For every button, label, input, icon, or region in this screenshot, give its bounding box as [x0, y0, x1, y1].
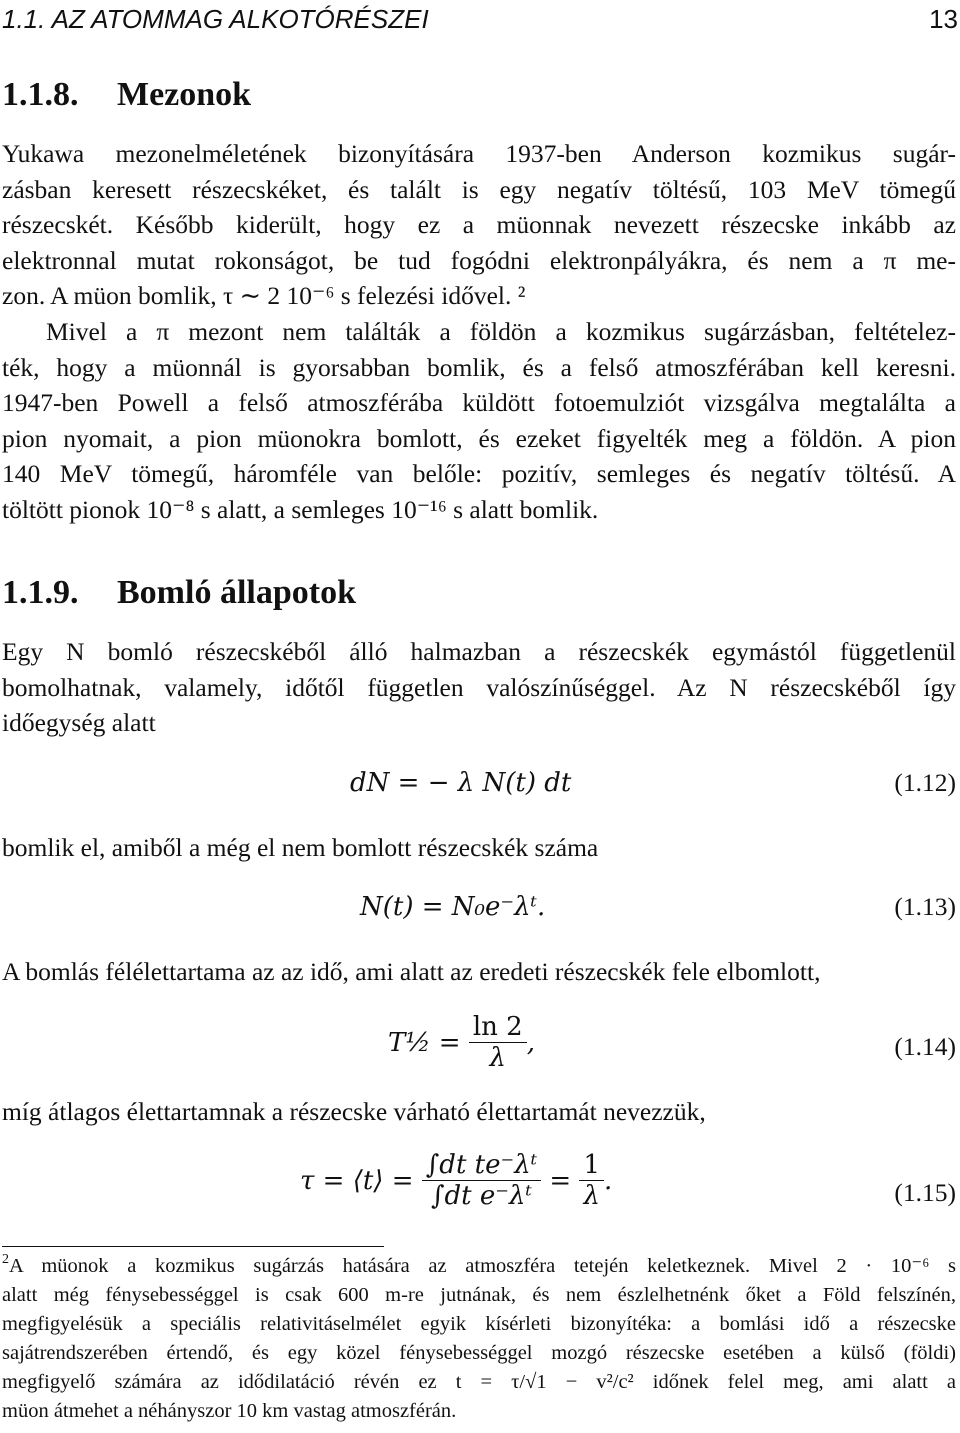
text-line: Egy N bomló részecskéből álló halmazban a részecskék egymástól függetlenül	[2, 637, 956, 666]
section-number: 1.1.9.	[2, 574, 79, 611]
text-line: Yukawa mezonelméletének bizonyítására 1937-ben Anderson kozmikus sugár-	[2, 139, 956, 168]
fraction-denominator: λ	[583, 1181, 600, 1211]
text-line: pion nyomait, a pion müonokra bomlott, és ezeket figyelték meg a földön. A pion	[2, 423, 956, 453]
footnote-line: megfigyelésük a speciális relativitáselmélet egyik kísérleti bizonyítéka: a bomlási idő a részecske	[2, 1312, 956, 1335]
section-heading-mezonok	[2, 76, 251, 114]
text-line: Mivel a π mezont nem találták a földön a kozmikus sugárzásban, feltételez-	[46, 317, 956, 346]
section-heading-bomlo	[2, 574, 356, 612]
footnote-text: A müonok a kozmikus sugárzás hatására az atmoszféra tetején keletkeznek. Mivel 2 · 10⁻⁶ s	[9, 1255, 956, 1277]
section-number: 1.1.8.	[2, 76, 79, 113]
equation-1-13	[0, 892, 960, 932]
equation-body: dN = − λ N(t) dt	[350, 768, 572, 798]
footnote-line: müon átmehet a néhányszor 10 km vastag atmoszférán.	[2, 1399, 457, 1422]
paragraph-mezonok-2	[2, 314, 956, 528]
paragraph-after-1-14	[2, 1094, 956, 1130]
page-number: 13	[929, 4, 958, 34]
footnote-line	[2, 1252, 956, 1281]
equation-number: (1.12)	[894, 768, 956, 797]
equation-trail: ,	[526, 1027, 535, 1058]
running-header-section: 1.1. AZ ATOMMAG ALKOTÓRÉSZEI	[2, 4, 429, 34]
equation-number: (1.14)	[894, 1032, 956, 1061]
fraction	[469, 1012, 527, 1073]
equation-trail: .	[603, 1165, 613, 1196]
fraction	[422, 1150, 541, 1211]
paragraph-bomlo-1	[2, 634, 956, 741]
paragraph-mezonok-1	[2, 136, 956, 314]
fraction-denominator: ∫dt e⁻λᵗ	[430, 1181, 532, 1211]
text-line: A bomlás félélettartama az az idő, ami alatt az eredeti részecskék fele elbomlott,	[2, 957, 821, 986]
text-line: ték, hogy a müonnál is gyorsabban bomlik, és a felső atmoszférában kell keresni.	[2, 352, 956, 382]
text-line: zon. A müon bomlik, τ ∼ 2 10⁻⁶ s felezési idővel. ²	[2, 281, 526, 311]
footnote-line: alatt még fénysebességgel is csak 600 m-re jutnának, és nem észlelhetnénk őket a Föld felszínén,	[2, 1283, 956, 1306]
text-line: elektronnal mutat rokonságot, be tud fogódni elektronpályákra, és nem a π me-	[2, 245, 956, 275]
footnote-marker: 2	[2, 1252, 9, 1267]
equation-lhs: τ = ⟨t⟩ =	[300, 1165, 414, 1196]
section-title: Bomló állapotok	[117, 574, 356, 611]
text-line: időegység alatt	[2, 708, 156, 738]
fraction	[579, 1150, 604, 1211]
equation-1-15	[0, 1150, 960, 1234]
fraction-numerator: 1	[579, 1150, 604, 1181]
section-title: Mezonok	[117, 76, 252, 113]
text-line: bomlik el, amiből a még el nem bomlott részecskék száma	[2, 833, 599, 862]
running-header	[2, 4, 958, 38]
footnote-line: sajátrendszerében értendő, és egy közel fénysebességgel mozgó részecske esetében a külső (földi)	[2, 1341, 956, 1364]
equation-1-14	[0, 1012, 960, 1082]
paragraph-after-1-12	[2, 830, 956, 866]
equation-number: (1.15)	[894, 1178, 956, 1207]
footnote-line: megfigyelő számára az idődilatáció révén ez t = τ/√1 − v²/c² időnek felel meg, ami alatt a	[2, 1370, 956, 1393]
fraction-numerator: ∫dt te⁻λᵗ	[422, 1150, 541, 1181]
text-line: zásban keresett részecskéket, és talált is egy negatív töltésű, 103 MeV tömegű	[2, 174, 956, 204]
equation-body	[300, 1150, 612, 1211]
paragraph-after-1-13	[2, 954, 956, 990]
footnote	[2, 1252, 956, 1425]
footnote-rule	[2, 1246, 384, 1247]
equals-sign: =	[549, 1165, 572, 1196]
equation-number: (1.13)	[894, 892, 956, 921]
text-line: 140 MeV tömegű, háromféle van belőle: pozitív, semleges és negatív töltésű. A	[2, 459, 956, 489]
equation-body	[388, 1012, 535, 1073]
text-line: részecskét. Később kiderült, hogy ez a müonnak nevezett részecske inkább az	[2, 210, 956, 240]
text-line: 1947-ben Powell a felső atmoszférába küldött fotoemulziót vizsgálva megtalálta a	[2, 388, 956, 418]
text-line: bomolhatnak, valamely, időtől független valószínűséggel. Az N részecskéből így	[2, 672, 956, 702]
fraction-numerator: ln 2	[469, 1012, 527, 1043]
equation-body: N(t) = N₀e⁻λᵗ.	[360, 892, 546, 922]
text-line: töltött pionok 10⁻⁸ s alatt, a semleges 10⁻¹⁶ s alatt bomlik.	[2, 494, 599, 524]
equation-lhs: T½ =	[388, 1027, 461, 1058]
text-line: míg átlagos élettartamnak a részecske várható élettartamát nevezzük,	[2, 1097, 706, 1126]
fraction-denominator: λ	[489, 1043, 507, 1073]
equation-1-12	[0, 768, 960, 808]
